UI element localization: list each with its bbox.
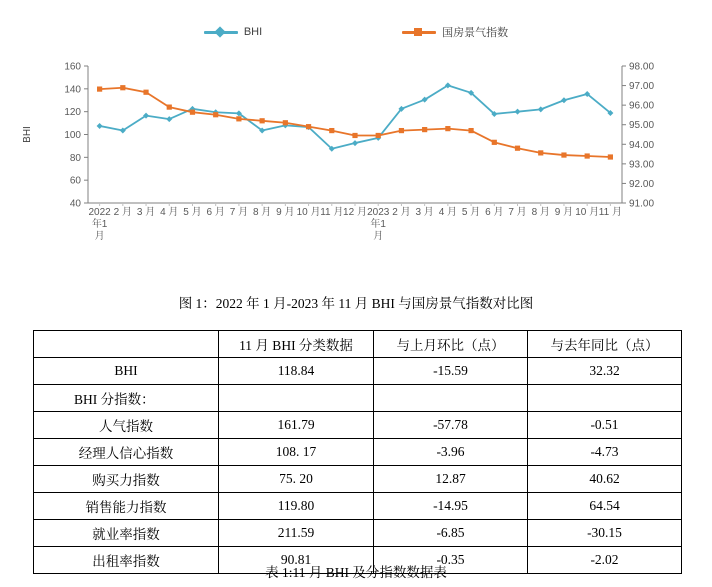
x-tick-label: 12 月 — [343, 207, 367, 218]
y-tick-label-left: 40 — [69, 198, 81, 210]
series-point-bhi — [97, 123, 103, 129]
diamond-marker-icon — [214, 26, 225, 37]
x-tick-label: 2 月 — [113, 207, 132, 218]
chart-legend — [0, 22, 712, 42]
series-point-property-index — [561, 152, 566, 157]
table-cell-label: 销售能力指数 — [34, 493, 219, 520]
table-cell-value: 64.54 — [528, 493, 682, 520]
table-cell-value: -14.95 — [374, 493, 528, 520]
legend-label-bhi: BHI — [243, 26, 263, 38]
table-cell-value: -30.15 — [528, 520, 682, 547]
legend-label-property-index: 国房景气指数 — [442, 27, 509, 39]
x-tick-label: 10 月 — [296, 207, 321, 218]
table-cell-label: 购买力指数 — [34, 466, 219, 493]
table-cell-value: -15.59 — [374, 358, 528, 385]
series-point-property-index — [236, 116, 241, 121]
series-point-property-index — [376, 133, 381, 138]
table-row — [34, 385, 682, 412]
series-point-property-index — [515, 146, 520, 151]
table-cell-value: -4.73 — [528, 439, 682, 466]
x-tick-label: 2023 年1 月 — [367, 207, 390, 242]
series-point-property-index — [492, 140, 497, 145]
table-cell-value: -57.78 — [374, 412, 528, 439]
y-tick-label-right: 91.00 — [629, 198, 655, 210]
table-cell-label: 经理人信心指数 — [34, 439, 219, 466]
x-tick-label: 6 月 — [485, 207, 504, 218]
legend-item-property-index — [402, 24, 508, 40]
series-point-property-index — [585, 153, 590, 158]
y-axis-title: BHI — [22, 126, 33, 143]
series-point-property-index — [468, 128, 473, 133]
series-point-property-index — [352, 133, 357, 138]
x-tick-label: 11 月 — [598, 207, 622, 218]
x-tick-label: 10 月 — [575, 207, 600, 218]
table-row — [34, 466, 682, 493]
x-tick-label: 3 月 — [136, 207, 156, 218]
table-cell-label: 就业率指数 — [34, 520, 219, 547]
table-cell-label: 人气指数 — [34, 412, 219, 439]
series-line-property-index — [100, 88, 611, 157]
y-tick-label-right: 98.00 — [629, 61, 655, 73]
y-tick-label-right: 95.00 — [629, 120, 655, 132]
series-point-property-index — [283, 120, 288, 125]
y-tick-label-left: 100 — [64, 130, 81, 141]
table-cell-label: BHI 分指数： — [34, 385, 219, 412]
x-tick-label: 2022 年1 月 — [88, 207, 111, 242]
table-cell-value: 118.84 — [219, 358, 374, 385]
table-header-cell-3: 与去年同比（点） — [528, 331, 682, 358]
figure-caption: 图 1：2022 年 1 月-2023 年 11 月 BHI 与国房景气指数对比图 — [178, 296, 534, 311]
series-point-bhi — [166, 116, 172, 122]
series-point-property-index — [445, 126, 450, 131]
table-cell-value: 90.81 — [219, 547, 374, 574]
table-caption: 表 1:11 月 BHI 及分指数数据表 — [265, 565, 447, 580]
x-tick-label: 7 月 — [229, 207, 249, 218]
series-point-property-index — [260, 118, 265, 123]
square-marker-icon — [414, 28, 422, 36]
table-cell-value: 75. 20 — [219, 466, 374, 493]
x-tick-label: 5 月 — [183, 207, 202, 218]
x-tick-label: 8 月 — [252, 207, 272, 218]
x-tick-label: 6 月 — [206, 207, 225, 218]
x-tick-label: 3 月 — [415, 207, 434, 218]
table-row — [34, 439, 682, 466]
y-tick-label-right: 92.00 — [629, 178, 655, 190]
table-row — [34, 412, 682, 439]
y-tick-label-left: 80 — [69, 152, 81, 164]
line-chart — [0, 52, 712, 267]
table-cell-value: 161.79 — [219, 412, 374, 439]
series-point-bhi — [515, 109, 521, 115]
series-point-property-index — [143, 90, 148, 95]
table-cell-value: 119.80 — [219, 493, 374, 520]
series-point-bhi — [538, 106, 544, 112]
series-point-property-index — [538, 150, 543, 155]
table-cell-value — [528, 385, 682, 412]
series-line-bhi — [100, 85, 611, 148]
table-cell-value: 211.59 — [219, 520, 374, 547]
x-tick-label: 7 月 — [508, 207, 527, 218]
series-point-property-index — [190, 110, 195, 115]
table-row — [34, 358, 682, 385]
table-header-cell-2: 与上月环比（点） — [374, 331, 528, 358]
table-cell-label: BHI — [34, 358, 219, 385]
table-cell-value — [374, 385, 528, 412]
series-point-property-index — [167, 105, 172, 110]
y-tick-label-right: 96.00 — [629, 100, 655, 112]
legend-line-bhi — [204, 31, 238, 34]
series-point-property-index — [399, 128, 404, 133]
table-cell-value: 32.32 — [528, 358, 682, 385]
legend-line-property-index — [402, 31, 436, 34]
series-point-property-index — [329, 128, 334, 133]
series-point-property-index — [120, 85, 125, 90]
x-tick-label: 4 月 — [160, 207, 179, 218]
table-cell-label: 出租率指数 — [34, 547, 219, 574]
table-cell-value: 12.87 — [374, 466, 528, 493]
table-header-row — [34, 331, 682, 358]
y-tick-label-left: 120 — [64, 107, 81, 119]
series-point-property-index — [97, 86, 102, 91]
table-header-cell-0 — [34, 331, 219, 358]
y-tick-label-left: 140 — [64, 84, 81, 96]
y-tick-label-left: 160 — [64, 61, 81, 73]
y-tick-label-left: 60 — [69, 175, 81, 187]
table-cell-value — [219, 385, 374, 412]
table-row — [34, 520, 682, 547]
chart-svg — [0, 52, 712, 267]
x-tick-label: 9 月 — [276, 207, 295, 218]
x-tick-label: 2 月 — [392, 207, 411, 218]
table-header-cell-1: 11 月 BHI 分类数据 — [219, 331, 374, 358]
series-point-property-index — [422, 127, 427, 132]
y-tick-label-right: 94.00 — [629, 139, 655, 151]
x-tick-label: 8 月 — [531, 207, 550, 218]
y-tick-label-right: 93.00 — [629, 159, 655, 171]
table-cell-value: -3.96 — [374, 439, 528, 466]
x-tick-label: 4 月 — [438, 207, 458, 218]
table-cell-value: 108. 17 — [219, 439, 374, 466]
series-point-property-index — [213, 112, 218, 117]
y-tick-label-right: 97.00 — [629, 81, 655, 93]
series-point-property-index — [608, 154, 613, 159]
data-table-container — [33, 330, 681, 574]
series-point-bhi — [561, 97, 567, 103]
table-cell-value: -0.35 — [374, 547, 528, 574]
table-cell-value: -6.85 — [374, 520, 528, 547]
x-tick-label: 11 月 — [320, 207, 344, 218]
table-cell-value: 40.62 — [528, 466, 682, 493]
series-point-property-index — [306, 124, 311, 129]
table-cell-value: -2.02 — [528, 547, 682, 574]
table-cell-value: -0.51 — [528, 412, 682, 439]
legend-item-bhi — [204, 26, 262, 38]
bhi-data-table — [33, 330, 682, 574]
series-point-bhi — [352, 140, 358, 146]
x-tick-label: 9 月 — [554, 207, 574, 218]
x-tick-label: 5 月 — [461, 207, 481, 218]
table-row — [34, 493, 682, 520]
